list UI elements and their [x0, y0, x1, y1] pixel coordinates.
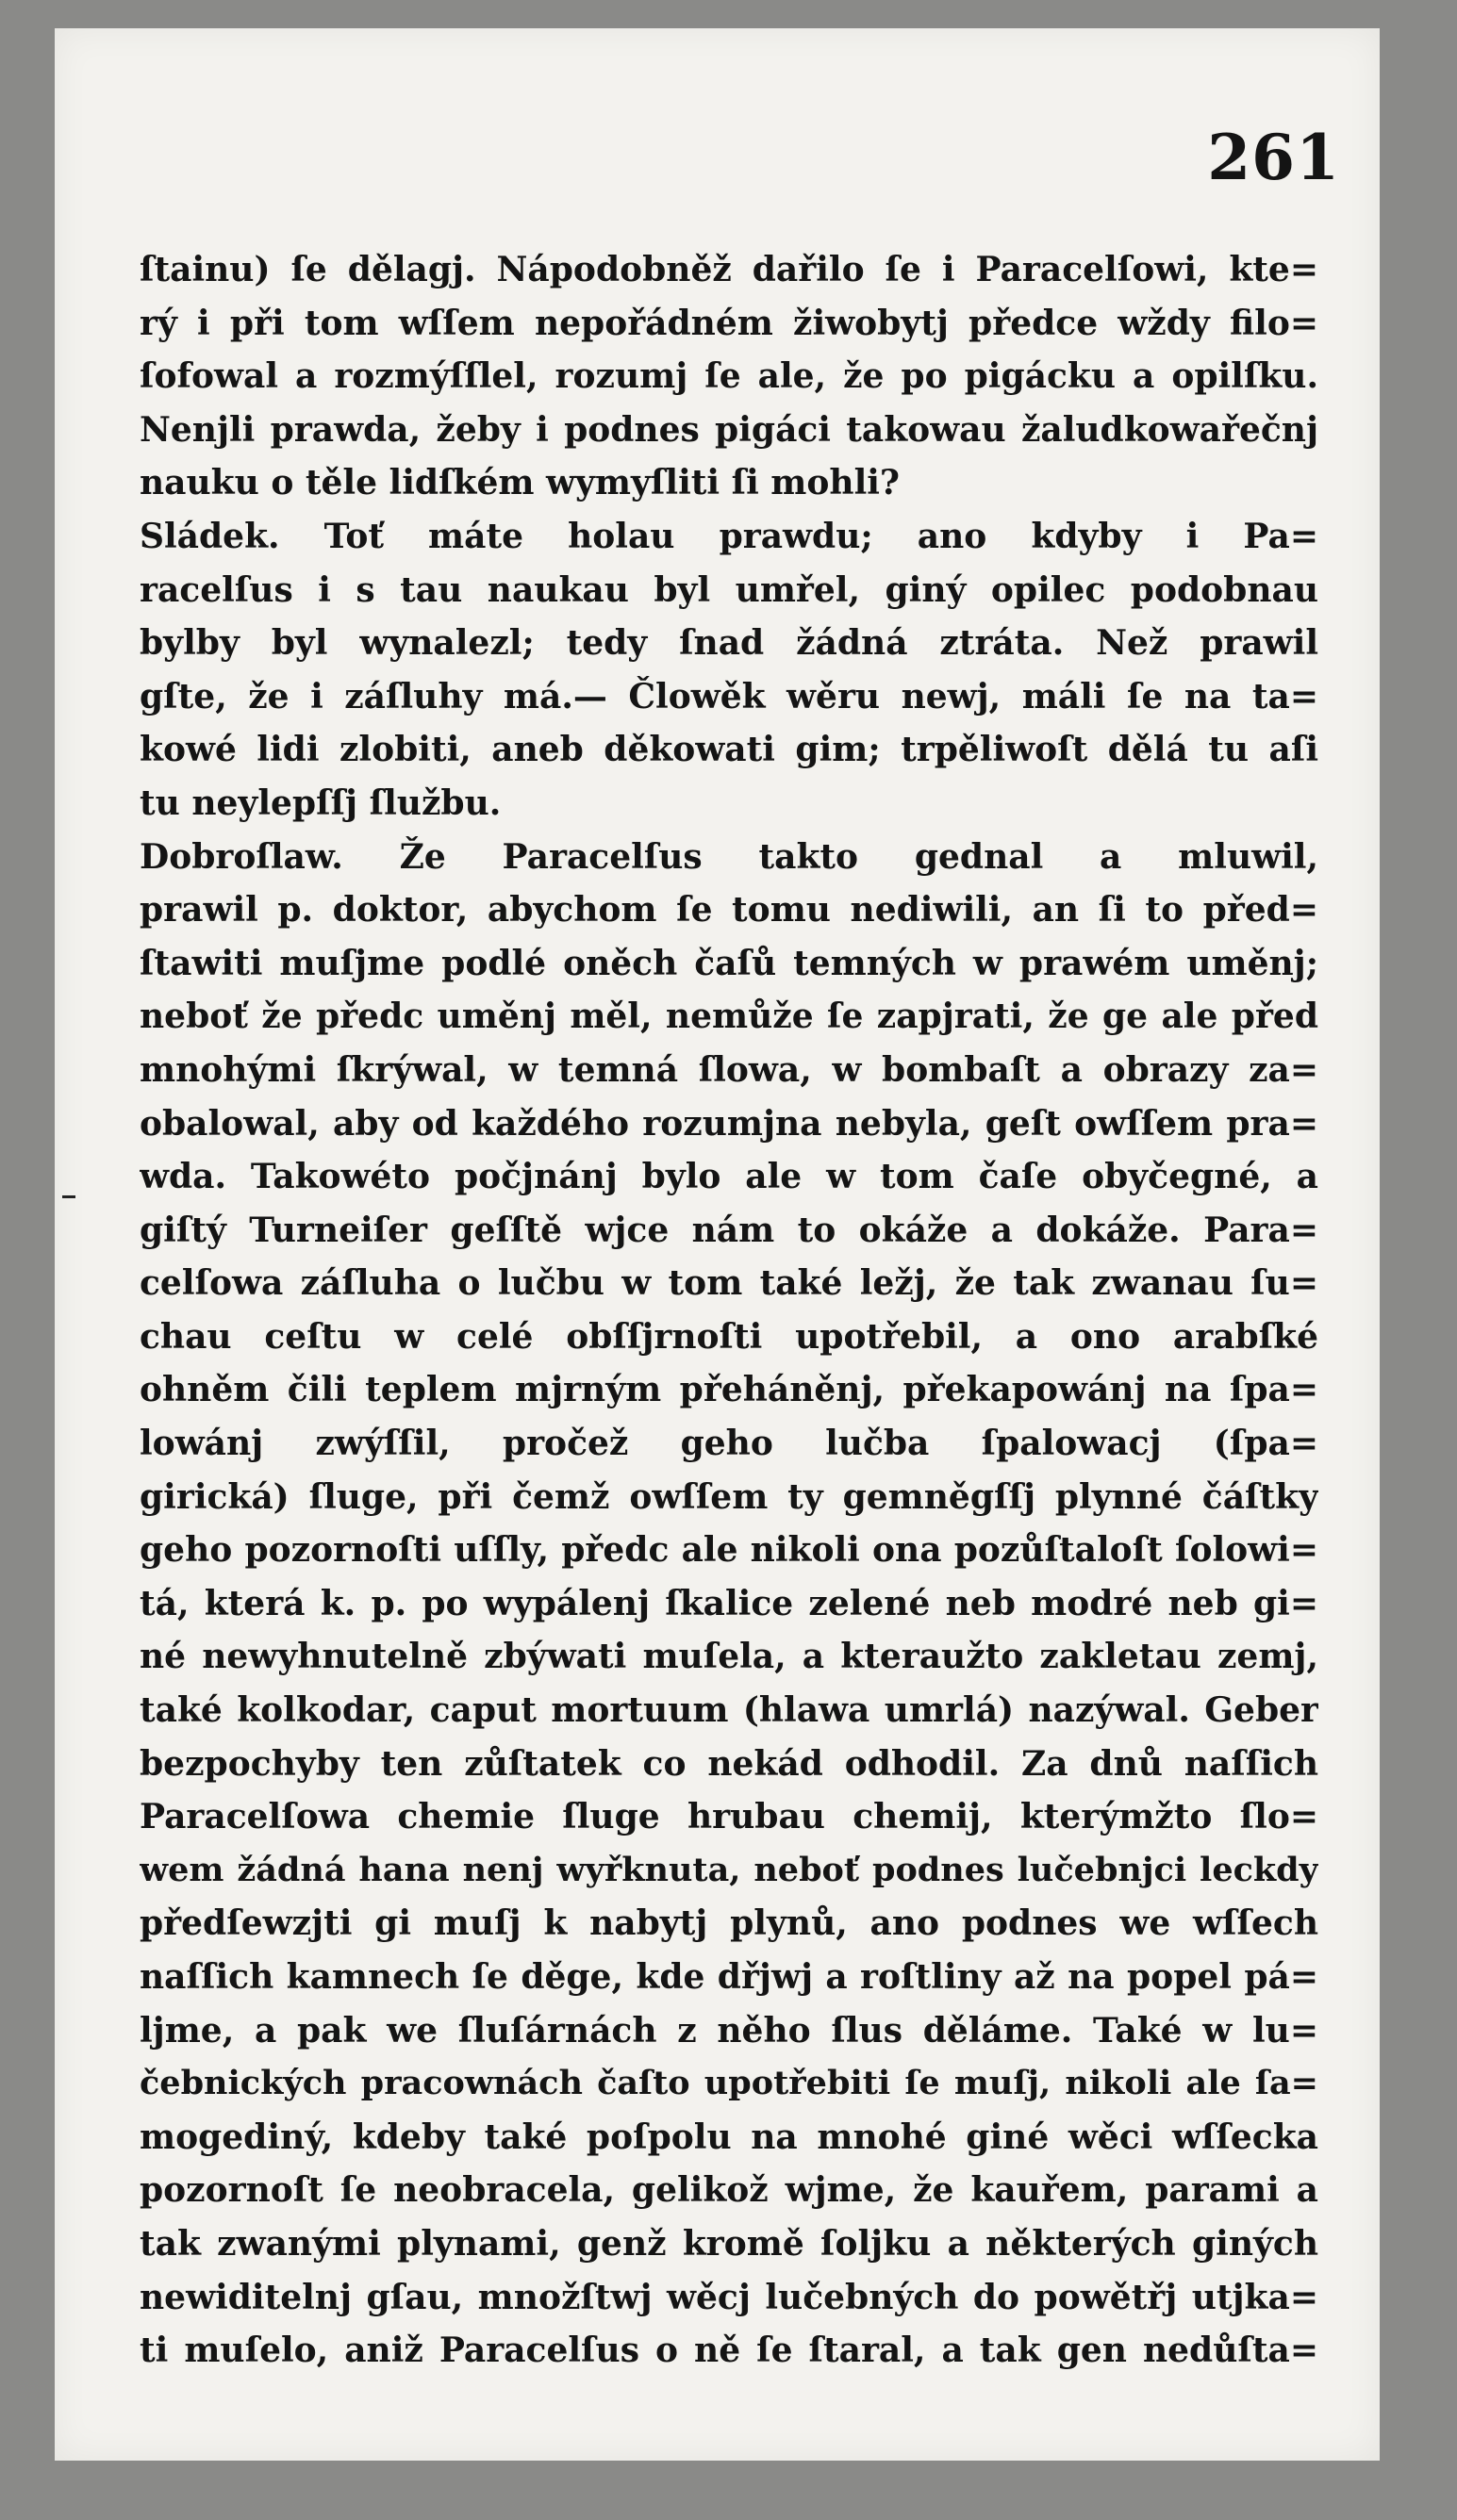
text-line: předſewzjti gi muſj k nabytj plynů, ano podnes we wſſech	[140, 1903, 1318, 1944]
text-line: rý i při tom wſſem nepořádném žiwobytj předce wždy filo=	[140, 303, 1318, 343]
text-line: tá, která k. p. po wypálenj ſkalice zelené neb modré neb gi=	[140, 1583, 1318, 1623]
text-line: neboť že předc uměnj měl, nemůže ſe zapjrati, že ge ale před	[140, 996, 1318, 1037]
text-line: ſtainu) ſe dělagj. Nápodobněž dařilo ſe i Paracelſowi, kte=	[140, 250, 1318, 289]
text-line: Nenjli prawda, žeby i podnes pigáci takowau žaludkowařečnj	[140, 409, 1318, 450]
text-line: tak zwanými plynami, genž kromě ſoljku a některých giných	[140, 2223, 1318, 2264]
text-line: chau ceſtu w celé obſſjrnoſti upotřebil, a ono arabſké	[140, 1316, 1318, 1357]
text-line: ohněm čili teplem mjrným přeháněnj, překapowánj na ſpa=	[140, 1370, 1318, 1410]
text-line: ti muſelo, aniž Paracelſus o ně ſe ſtaral, a tak gen nedůſta=	[140, 2331, 1318, 2371]
text-line: bylby byl wynalezl; tedy ſnad žádná ztráta. Než prawil	[140, 623, 1318, 664]
text-line: celſowa záſluha o lučbu w tom také ležj, že tak zwanau ſu=	[140, 1263, 1318, 1304]
text-line: bezpochyby ten zůſtatek co nekád odhodil. Za dnů naſſich	[140, 1743, 1318, 1784]
text-line: Sládek. Toť máte holau prawdu; ano kdyby i Pa=	[140, 516, 1318, 556]
text-line: také kolkodar, caput mortuum (hlawa umrlá) nazýwal. Geber	[140, 1690, 1318, 1731]
text-line: racelſus i s tau naukau byl umřel, giný opilec podobnau	[140, 569, 1318, 610]
text-line: ſtawiti muſjme podlé oněch čaſů temných w prawém uměnj;	[140, 943, 1318, 983]
page-number: 261	[1207, 121, 1340, 194]
text-line: naſſich kamnech ſe děge, kde dřjwj a roſtliny až na popel pá=	[140, 1957, 1318, 1997]
text-line: čebnických pracownách čaſto upotřebiti ſe muſj, nikoli ale ſa=	[140, 2064, 1318, 2103]
text-line: Paracelſowa chemie ſluge hrubau chemij, kterýmžto ſlo=	[140, 1797, 1318, 1837]
text-line: prawil p. doktor, abychom ſe tomu nediwili, an ſi to před=	[140, 890, 1318, 931]
text-line: tu neylepſſj ſlužbu.	[140, 782, 502, 823]
text-line: newiditelnj gſau, množſtwj wěcj lučebných do powětřj utjka=	[140, 2277, 1318, 2317]
book-page	[55, 28, 1380, 2461]
text-line: obalowal, aby od každého rozumjna nebyla, geſt owſſem pra=	[140, 1103, 1318, 1144]
text-line: nauku o těle lidſkém wymyſliti ſi mohli?	[140, 463, 901, 503]
text-line: giſtý Turneiſer geſſtě wjce nám to okáže a dokáže. Para=	[140, 1210, 1318, 1250]
text-line: pozornoſt ſe neobracela, gelikož wjme, že kauřem, parami a	[140, 2170, 1318, 2211]
text-line: mogediný, kdeby také poſpolu na mnohé giné wěci wſſecka	[140, 2116, 1318, 2157]
text-line: girická) ſluge, při čemž owſſem ty gemněgſſj plynné čáſtky	[140, 1476, 1318, 1517]
text-line: gſte, že i záſluhy má.— Člowěk wěru newj, máli ſe na ta=	[140, 676, 1318, 716]
text-line: wem žádná hana nenj wyřknuta, neboť podnes lučebnjci leckdy	[140, 1850, 1318, 1889]
text-line: wda. Takowéto počjnánj bylo ale w tom čaſe obyčegné, a	[140, 1157, 1318, 1197]
text-line: ljme, a pak we ſluſárnách z něho ſlus děláme. Také w lu=	[140, 2010, 1318, 2051]
body-text	[140, 243, 1318, 2378]
text-line: geho pozornoſti uſſly, předc ale nikoli ona pozůſtaloſt ſolowi=	[140, 1530, 1318, 1571]
margin-mark	[62, 1195, 75, 1198]
text-line: kowé lidi zlobiti, aneb děkowati gim; trpěliwoſt dělá tu aſi	[140, 730, 1318, 770]
text-line: lowánj zwýſſil, pročež geho lučba ſpalowacj (ſpa=	[140, 1424, 1318, 1464]
text-line: mnohými ſkrýwal, w temná ſlowa, w bombaſt a obrazy za=	[140, 1049, 1318, 1090]
text-line: Dobroſlaw. Že Paracelſus takto gednal a mluwil,	[140, 836, 1318, 877]
text-line: né newyhnutelně zbýwati muſela, a kteraužto zakletau zemj,	[140, 1637, 1318, 1677]
text-line: ſofowal a rozmýſſlel, rozumj ſe ale, že po pigácku a opilſku.	[140, 356, 1318, 397]
